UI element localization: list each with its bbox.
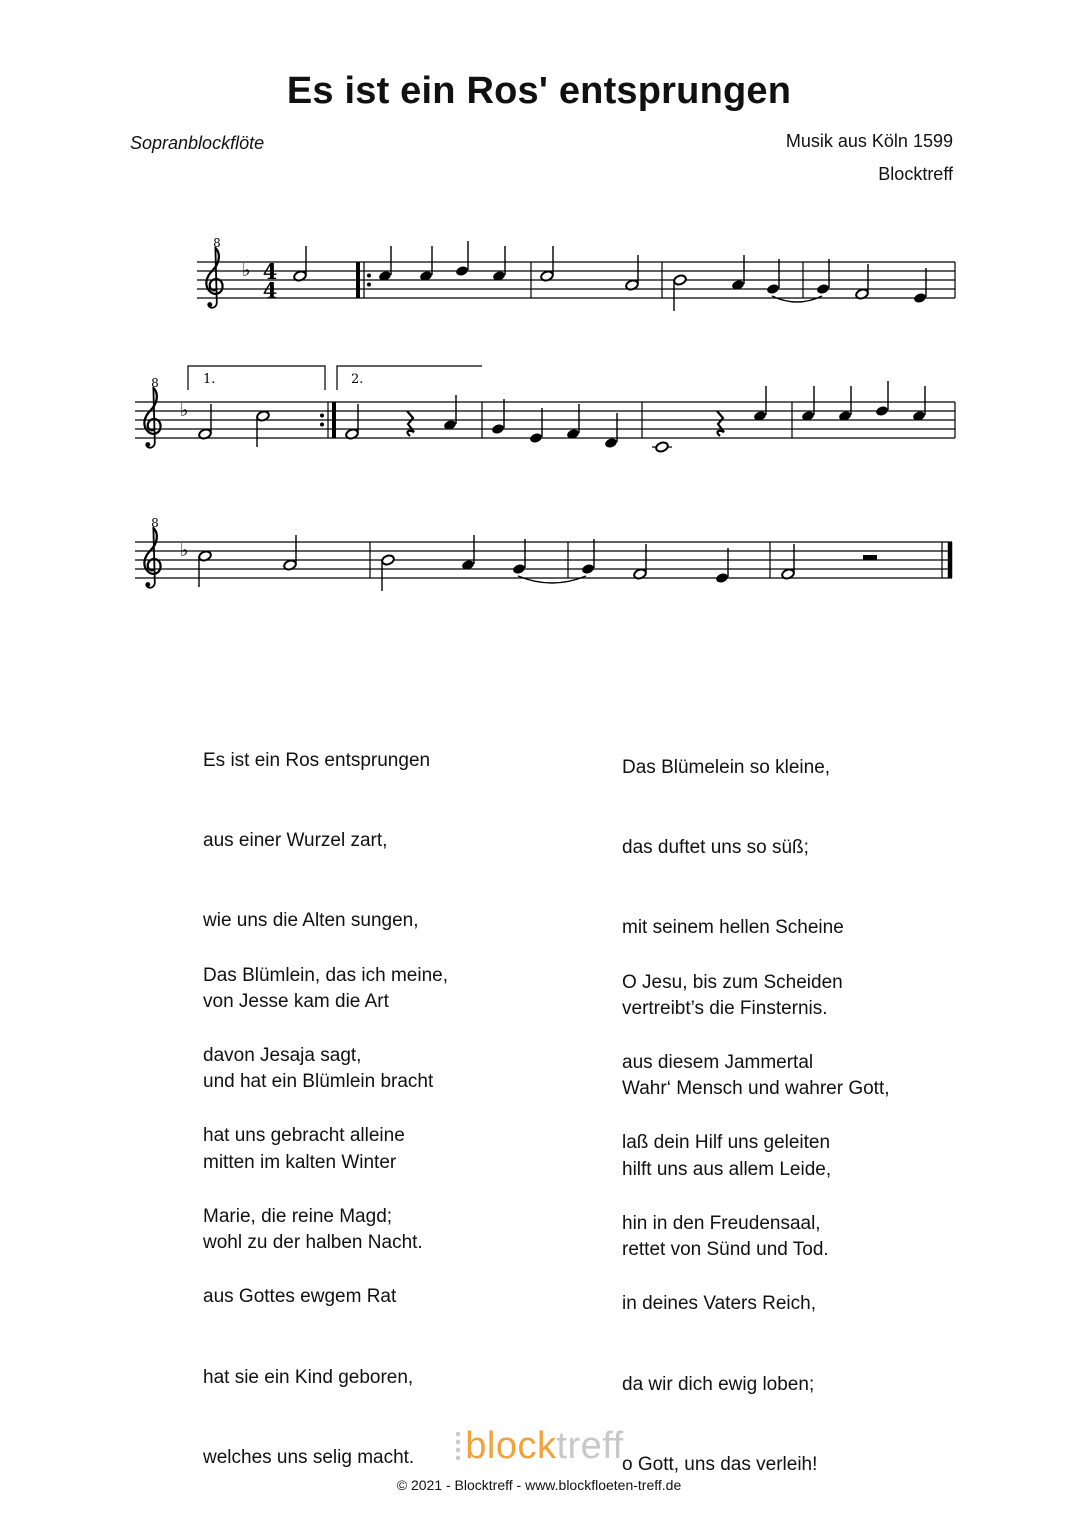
staff-system-1	[197, 236, 955, 311]
quarter-rest-icon	[407, 411, 414, 436]
arranger-label: Blocktreff	[878, 164, 953, 184]
measure-11	[381, 535, 526, 591]
time-signature-top: 4	[262, 259, 278, 284]
measure-10	[198, 535, 297, 587]
treble-clef-icon	[144, 388, 160, 448]
clef-octave-mark: 8	[151, 516, 159, 530]
blocktreff-logo: blocktreff	[0, 1425, 1078, 1468]
verse-3: Das Blümelein so kleine, das duftet uns so süß; mit seinem hellen Scheine vertreibt’s die Finsternis. Wahr‘ Mensch und wahrer Gott, hilft uns aus allem Leide, rettet von Sünd und Tod.	[622, 756, 890, 1260]
half-rest-icon	[863, 555, 877, 560]
flat-icon: ♭	[180, 540, 189, 561]
tie	[518, 576, 586, 583]
verse-1: Es ist ein Ros entsprungen aus einer Wurzel zart, wie uns die Alten sungen, von Jesse kam die Art und hat ein Blümlein bracht mitten im kalten Winter wohl zu der halben Nacht.	[203, 749, 434, 1253]
footer-copyright: © 2021 - Blocktreff - www.blockfloeten-treff.de	[396, 1477, 682, 1493]
measure-2	[540, 246, 639, 291]
treble-clef-icon	[206, 248, 222, 308]
measure-13	[781, 544, 877, 580]
instrument-label: Sopranblockflöte	[130, 133, 265, 153]
music-score	[0, 0, 1078, 640]
page-title: Es ist ein Ros' entsprungen	[286, 70, 792, 112]
measure-4	[816, 259, 927, 304]
volta-1-label: 1.	[203, 372, 216, 387]
staff-system-3	[135, 516, 952, 591]
measure-7	[491, 399, 618, 449]
quarter-rest-icon	[717, 411, 724, 436]
staff-system-2	[135, 366, 955, 453]
verse-2: Das Blümlein, das ich meine, davon Jesaja sagt, hat uns gebracht alleine Marie, die reine Magd; aus Gottes ewgem Rat hat sie ein Kind geboren, welches uns selig macht.	[203, 964, 448, 1468]
clef-octave-mark: 8	[151, 376, 159, 390]
composer-label: Musik aus Köln 1599	[785, 131, 953, 151]
clef-octave-mark: 8	[213, 236, 221, 250]
tie	[772, 296, 822, 302]
verse-4: O Jesu, bis zum Scheiden aus diesem Jammertal laß dein Hilf uns geleiten hin in den Freudensaal, in deines Vaters Reich, da wir dich ewig loben; o Gott, uns das verleih!	[622, 971, 843, 1475]
flat-icon: ♭	[180, 400, 189, 421]
time-signature-bottom: 4	[262, 278, 278, 303]
treble-clef-icon	[144, 528, 160, 588]
measure-3	[673, 255, 780, 311]
logo-dots-icon	[454, 1430, 462, 1460]
volta-2-label: 2.	[351, 372, 364, 387]
flat-icon: ♭	[242, 260, 251, 281]
measure-12	[581, 539, 729, 584]
